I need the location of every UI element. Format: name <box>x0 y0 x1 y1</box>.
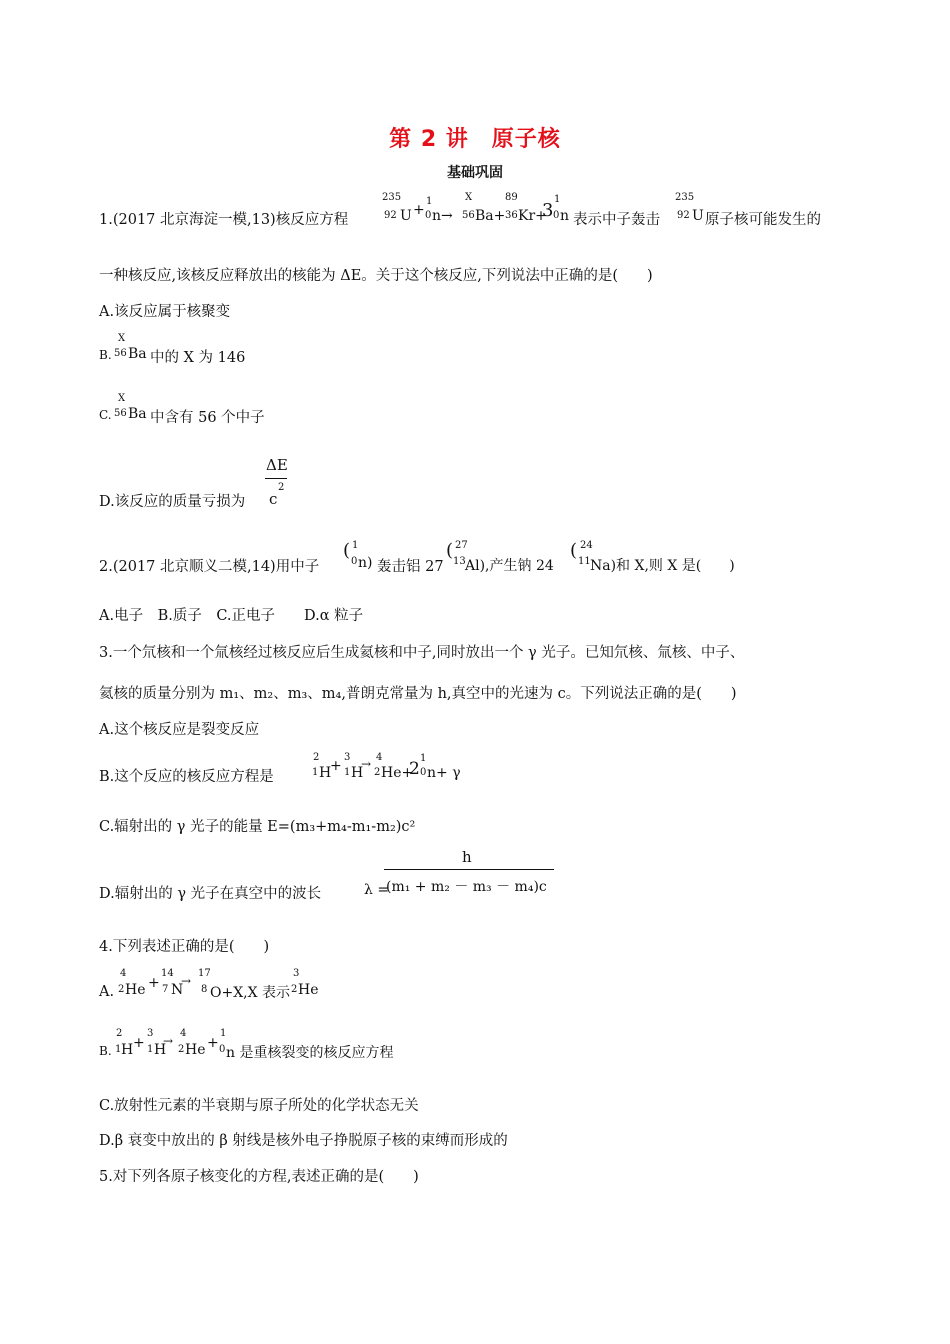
q3-h1-mass: 2 <box>313 752 320 763</box>
q4-b-n-mass: 1 <box>220 1028 227 1039</box>
q2-al-mass: 27 <box>455 540 468 551</box>
q4-b-arrow: → <box>163 1034 174 1048</box>
q1-ba-z: 56 <box>462 210 475 221</box>
q4-b-h2-sym: H <box>154 1042 167 1058</box>
q4-a-o-z: 8 <box>201 984 208 995</box>
q1-line2: 一种核反应,该核反应释放出的核能为 ΔE。关于这个核反应,下列说法中正确的是( ) <box>99 268 653 284</box>
q1-u2-mass: 235 <box>675 192 695 203</box>
q3-h1-z: 1 <box>312 767 319 778</box>
q4-b-h1-z: 1 <box>115 1044 122 1055</box>
q4-a-he2-sym: He <box>298 982 319 998</box>
q2-text-1: 2.(2017 北京顺义二模,14)用中子 <box>99 559 320 575</box>
q3-h2-mass: 3 <box>344 752 351 763</box>
q4-b-he-mass: 4 <box>180 1028 187 1039</box>
q3-option-d-fraction-bar <box>384 869 554 870</box>
q1-n-mass: 1 <box>426 196 433 207</box>
q3-option-b-text: B.这个反应的核反应方程是 <box>99 769 274 785</box>
q1-middle: 表示中子轰击 <box>573 212 660 228</box>
q3-n-sym: n+ γ <box>427 765 461 781</box>
q1-option-c-z: 56 <box>114 408 127 419</box>
q3-option-a: A.这个核反应是裂变反应 <box>99 722 260 738</box>
q4-b-h1-mass: 2 <box>116 1028 123 1039</box>
q1-option-c-sym: Ba <box>128 406 147 422</box>
q2-paren-3: ( <box>570 540 578 561</box>
q4-a-he2-mass: 3 <box>293 968 300 979</box>
q4-option-c: C.放射性元素的半衰期与原子所处的化学状态无关 <box>99 1098 419 1114</box>
q4-b-h2-mass: 3 <box>147 1028 154 1039</box>
q1-ba-sym: Ba+ <box>475 208 506 224</box>
q1-kr-z: 36 <box>505 210 518 221</box>
q3-option-d-lambda: λ = <box>364 882 390 898</box>
q1-ba-mass: X <box>465 192 473 203</box>
q4-b-he-z: 2 <box>178 1044 185 1055</box>
section-subtitle: 基础巩固 <box>447 165 503 181</box>
q2-na-sym: Na)和 X,则 X 是( ) <box>590 558 735 574</box>
q4-b-n-z: 0 <box>219 1044 226 1055</box>
q4-b-plus-2: + <box>207 1035 219 1051</box>
q1-n2-mass: 1 <box>554 194 561 205</box>
q1-u-z: 92 <box>384 210 397 221</box>
q4-option-b-label: B. <box>99 1044 112 1058</box>
q4-a-he-z: 2 <box>118 984 125 995</box>
q3-n-z: 0 <box>420 767 427 778</box>
q1-option-d-denominator: c <box>269 490 278 508</box>
q2-paren-1: ( <box>343 540 351 561</box>
q2-n-mass: 1 <box>352 540 359 551</box>
q4-stem: 4.下列表述正确的是( ) <box>99 939 270 955</box>
q1-option-b-z: 56 <box>114 348 127 359</box>
q3-he-z: 2 <box>374 767 381 778</box>
q1-n2-sym: n <box>560 208 570 224</box>
q1-u-mass: 235 <box>382 192 402 203</box>
q1-u-sym: U <box>400 208 412 224</box>
q2-na-z: 11 <box>578 556 591 567</box>
q1-kr-mass: 89 <box>505 192 518 203</box>
q2-n-sym: n) <box>358 555 373 571</box>
q3-plus: + <box>330 758 342 774</box>
q4-a-arrow: → <box>181 974 192 988</box>
q3-line2: 氦核的质量分别为 m₁、m₂、m₃、m₄,普朗克常量为 h,真空中的光速为 c。下列说法正确的是( ) <box>99 686 737 702</box>
q2-paren-2: ( <box>446 540 454 561</box>
q3-option-d-text: D.辐射出的 γ 光子在真空中的波长 <box>99 886 322 902</box>
q3-h2-sym: H <box>351 765 364 781</box>
q1-coef: 3 <box>542 200 554 221</box>
q3-option-d-denominator: (m₁ + m₂ － m₃ － m₄)c <box>386 879 547 895</box>
q4-a-n-z: 7 <box>162 984 169 995</box>
q1-n-sym: n→ <box>432 208 453 224</box>
q2-na-mass: 24 <box>580 540 593 551</box>
q1-option-b-text: 中的 X 为 146 <box>150 350 246 366</box>
q3-h1-sym: H <box>319 765 332 781</box>
q1-option-d-exp: 2 <box>278 482 285 493</box>
q3-option-c: C.辐射出的 γ 光子的能量 E=(m₃+m₄-m₁-m₂)c² <box>99 819 416 835</box>
q1-suffix: 原子核可能发生的 <box>705 212 821 228</box>
q1-option-b-sym: Ba <box>128 346 147 362</box>
q3-h2-z: 1 <box>344 767 351 778</box>
q2-n-z: 0 <box>351 556 358 567</box>
q1-option-b-label: B. <box>99 348 112 362</box>
page-title: 第 2 讲 原子核 <box>389 127 561 152</box>
q1-option-d-text: D.该反应的质量亏损为 <box>99 494 246 510</box>
q1-n-z: 0 <box>425 210 432 221</box>
q4-b-he-sym: He <box>185 1042 206 1058</box>
q1-option-c-label: C. <box>99 408 112 422</box>
q4-b-h1-sym: H <box>121 1042 134 1058</box>
q3-option-d-numerator: h <box>462 848 472 866</box>
q4-a-he2-z: 2 <box>291 984 298 995</box>
q2-al-z: 13 <box>453 556 466 567</box>
q3-arrow: → <box>361 757 372 771</box>
q4-b-n-sym: n 是重核裂变的核反应方程 <box>226 1045 394 1061</box>
q2-text-2: 轰击铝 27 <box>377 559 444 575</box>
q4-a-o-sym: O+X,X 表示 <box>210 985 291 1001</box>
q4-b-plus-1: + <box>133 1035 145 1051</box>
q4-option-d: D.β 衰变中放出的 β 射线是核外电子挣脱原子核的束缚而形成的 <box>99 1133 508 1149</box>
q1-option-b-mass: X <box>118 333 126 344</box>
q1-option-c-text: 中含有 56 个中子 <box>150 410 265 426</box>
q3-coef: 2 <box>409 759 420 779</box>
q1-n2-z: 0 <box>553 210 560 221</box>
q1-u2-z: 92 <box>677 210 690 221</box>
q5-stem: 5.对下列各原子核变化的方程,表述正确的是( ) <box>99 1169 419 1185</box>
q1-prefix: 1.(2017 北京海淀一模,13)核反应方程 <box>99 212 349 228</box>
q1-plus: + <box>413 202 425 218</box>
q4-a-n-mass: 14 <box>161 968 174 979</box>
q1-kr-sym: Kr+ <box>518 208 547 224</box>
q3-he-mass: 4 <box>376 752 383 763</box>
q1-option-d-fraction-bar <box>265 478 287 479</box>
q4-option-a-label: A. <box>99 984 115 1000</box>
q4-a-n-sym: N <box>171 982 184 998</box>
q2-options: A.电子 B.质子 C.正电子 D.α 粒子 <box>99 608 364 624</box>
q4-a-plus: + <box>148 975 160 991</box>
q2-al-sym: Al),产生钠 24 <box>465 558 554 574</box>
q3-n-mass: 1 <box>420 753 427 764</box>
q4-a-o-mass: 17 <box>198 968 211 979</box>
q4-b-h2-z: 1 <box>147 1044 154 1055</box>
q3-he-sym: He+ <box>381 765 414 781</box>
q1-option-a: A.该反应属于核聚变 <box>99 304 231 320</box>
q1-option-c-mass: X <box>118 393 126 404</box>
q1-option-d-numerator: ΔE <box>266 456 288 474</box>
q3-line1: 3.一个氘核和一个氚核经过核反应后生成氦核和中子,同时放出一个 γ 光子。已知氘核、氚核、中子、 <box>99 645 745 661</box>
q4-a-he-mass: 4 <box>120 968 127 979</box>
q1-u2-sym: U <box>692 208 704 224</box>
q4-a-he-sym: He <box>125 982 146 998</box>
